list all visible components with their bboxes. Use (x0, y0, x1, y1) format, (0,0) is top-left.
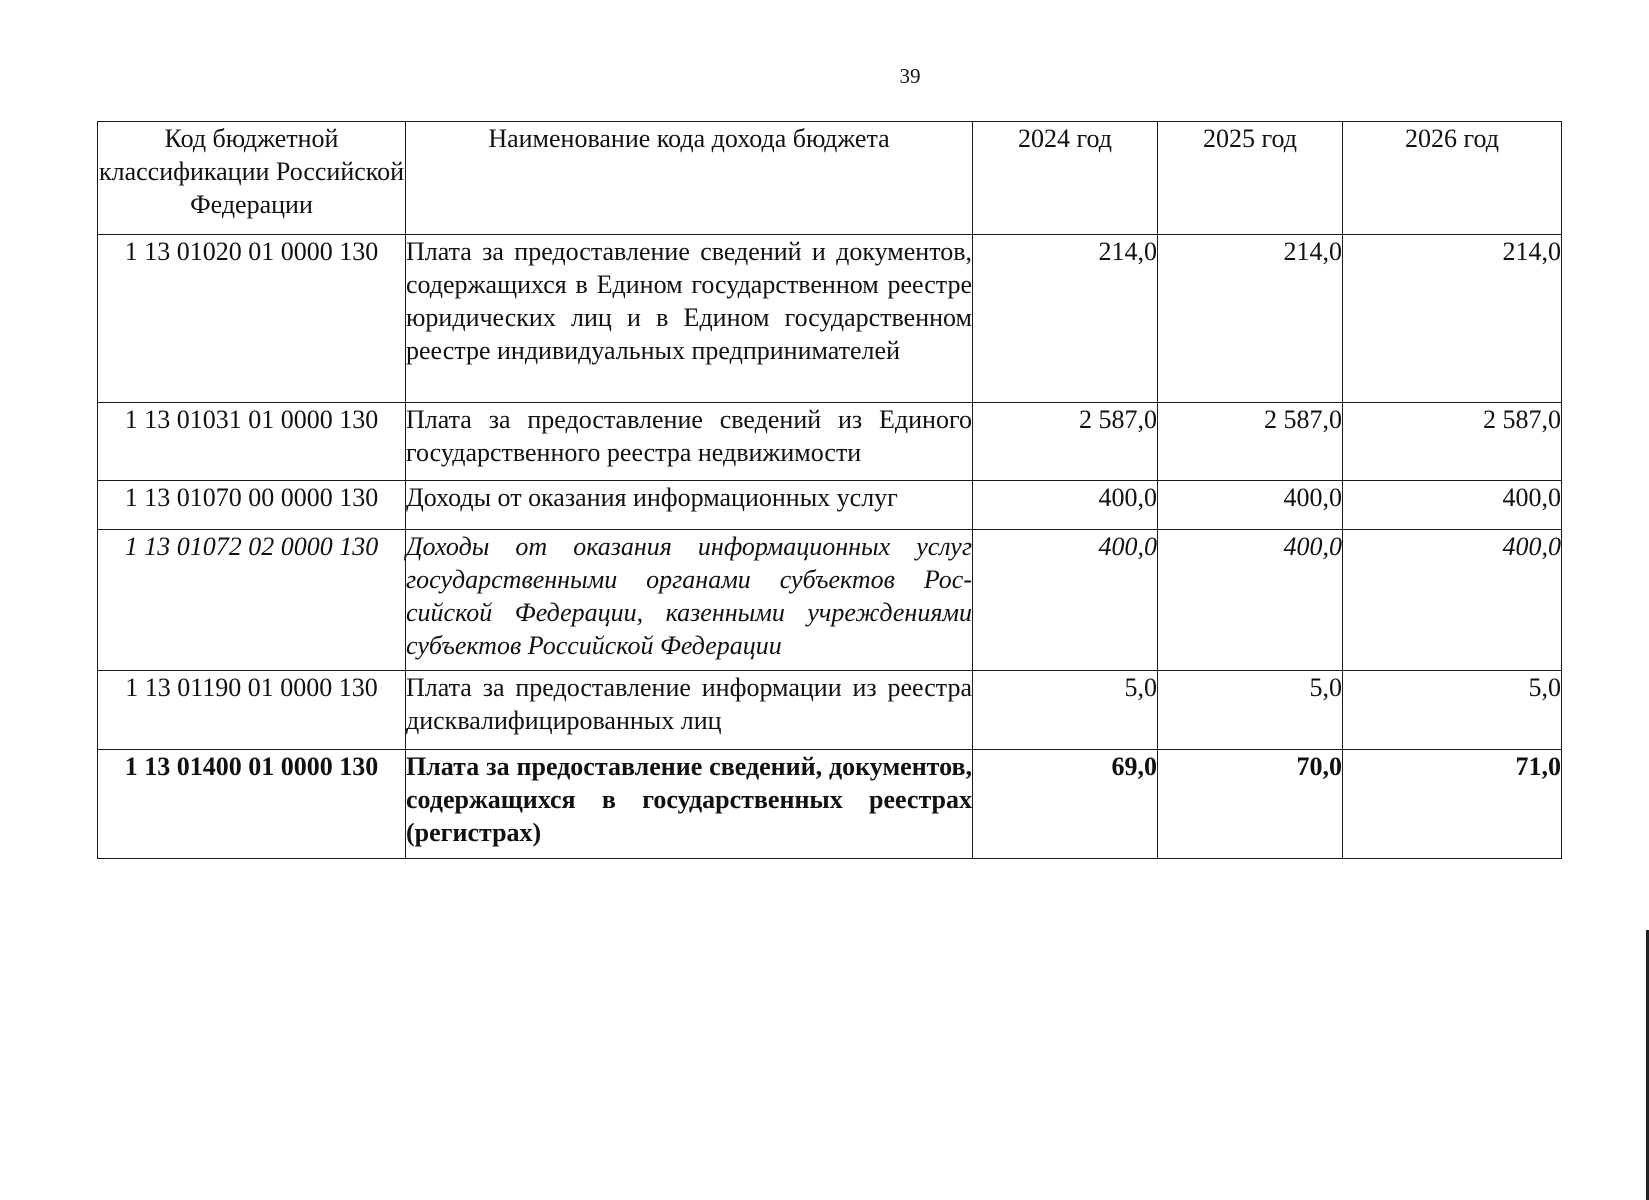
table-row (98, 403, 1562, 481)
cell-value-2025: 400,0 (1158, 530, 1343, 671)
cell-name: Плата за предоставление информации из реестра дисквалифицированных лиц (406, 671, 973, 750)
cell-value-2026: 71,0 (1343, 750, 1562, 859)
header-code: Код бюджетной классификации Российской Федерации (98, 122, 406, 235)
cell-value-2025: 400,0 (1158, 481, 1343, 530)
cell-value-2025: 5,0 (1158, 671, 1343, 750)
cell-value-2025: 2 587,0 (1158, 403, 1343, 481)
cell-name: Доходы от оказания информационных услуг (406, 481, 973, 530)
cell-value-2024: 2 587,0 (973, 403, 1158, 481)
page-number: 39 (899, 64, 921, 88)
table-row (98, 671, 1562, 750)
cell-code: 1 13 01400 01 0000 130 (98, 750, 406, 859)
cell-name: Плата за предоставление сведений из Единого государственного реестра недвижимости (406, 403, 973, 481)
cell-value-2026: 400,0 (1343, 481, 1562, 530)
header-year-2024: 2024 год (973, 122, 1158, 235)
header-year-2026: 2026 год (1343, 122, 1562, 235)
cell-value-2024: 69,0 (973, 750, 1158, 859)
table-row (98, 235, 1562, 403)
table-row (98, 530, 1562, 671)
cell-value-2025: 214,0 (1158, 235, 1343, 403)
cell-value-2026: 5,0 (1343, 671, 1562, 750)
table-row (98, 750, 1562, 859)
budget-table-container (97, 121, 1562, 859)
cell-value-2026: 400,0 (1343, 530, 1562, 671)
cell-name: Плата за предоставление сведений, документов, содержащихся в государственных реестрах (регистрах) (406, 750, 973, 859)
cell-name: Плата за предоставление сведений и документов, содержащихся в Едином государственном реестре юридических лиц и в Едином государственном реестре индивидуальных предпринимателей (406, 235, 973, 403)
cell-value-2024: 400,0 (973, 481, 1158, 530)
table-row (98, 481, 1562, 530)
cell-code: 1 13 01070 00 0000 130 (98, 481, 406, 530)
cell-value-2024: 400,0 (973, 530, 1158, 671)
cell-value-2025: 70,0 (1158, 750, 1343, 859)
cell-code: 1 13 01031 01 0000 130 (98, 403, 406, 481)
cell-value-2024: 5,0 (973, 671, 1158, 750)
cell-code: 1 13 01020 01 0000 130 (98, 235, 406, 403)
budget-income-table (97, 121, 1562, 859)
cell-name: Доходы от оказания информационных услуг государственными органами субъектов Российской Федерации, казенными учреждениями субъектов Российской Федерации (406, 530, 973, 671)
cell-value-2026: 214,0 (1343, 235, 1562, 403)
table-header-row (98, 122, 1562, 235)
cell-code: 1 13 01190 01 0000 130 (98, 671, 406, 750)
cell-code: 1 13 01072 02 0000 130 (98, 530, 406, 671)
cell-value-2024: 214,0 (973, 235, 1158, 403)
cell-value-2026: 2 587,0 (1343, 403, 1562, 481)
header-name: Наименование кода дохода бюджета (406, 122, 973, 235)
header-year-2025: 2025 год (1158, 122, 1343, 235)
